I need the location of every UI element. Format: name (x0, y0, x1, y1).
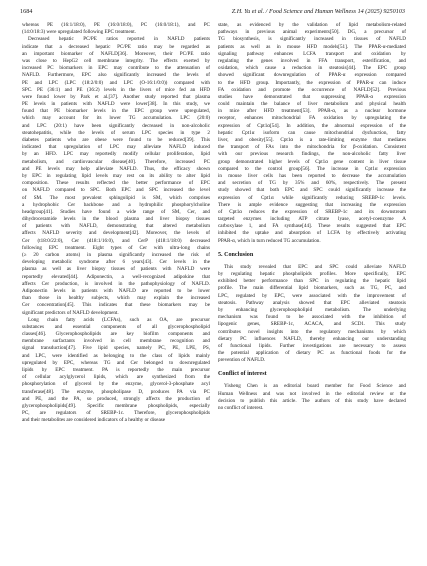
text-line: patients as well as in mouse HFD models[51]. The PPAR-α-mediated (218, 43, 406, 50)
text-line: which may account for its lower TG accumulation. LPC (20:0) (22, 115, 210, 122)
left-column (22, 22, 210, 425)
text-line: headgroup[41]. Studies have found a wide range of SM, Cer, and (22, 208, 210, 215)
text-line: dihydroceramide levels in the blood plasma and liver biopsy tissues (22, 216, 210, 223)
text-line: oxidation, which cause a reduction in steatosis[44]. The EPC group (218, 65, 406, 72)
text-line: Adiponectin levels in patients with NAFLD are reported to be lower (22, 287, 210, 294)
conflict-heading: Conflict of interest (218, 371, 267, 378)
text-line: (14:0/18:3) were upregulated following EPC treatment. (22, 29, 136, 36)
text-line: was close to HepG2 cell membrane integrity. The effects exerted by (22, 57, 210, 64)
text-line: showed significant downregulation of PPAR-α expression compared (218, 72, 406, 79)
text-line: no conflict of interest. (218, 405, 264, 411)
text-line: Cer (t18:0/22:0), Cer (d18:1/16:0), and CerP (d18:1/18:0) decreased (22, 237, 210, 244)
text-line: found that PE biomarker levels in the EPC group were upregulated, (22, 108, 210, 115)
text-line: prevention of NAFLD. (218, 357, 266, 364)
text-line: the transport of FAs into the mitochondria for β-oxidation. Consistent (218, 144, 406, 151)
text-line: dietary PC influences NAFLD, thereby enhancing our understanding (218, 335, 406, 342)
text-line: whereas PE (16:1/18:0), PE (16:0/18:0), PC (16:0/18:1), and PC (22, 22, 210, 28)
text-line: and LPC (20:1) have been significantly decreased in non-alcoholic (22, 122, 210, 129)
text-line: signal transduction[47]. Five lipid species, namely PC, PE, LPE, PS, (22, 345, 210, 352)
text-line: by EPC in regulating lipid levels may rest on its ability to alter lipid (22, 172, 210, 179)
text-line: to the HFD group. Importantly, the expression of PPAR-α can induce (218, 79, 406, 86)
text-line: affects Cer production, is involved in the pathophysiology of NAFLD. (22, 280, 210, 287)
text-line: receptor, enhances mitochondrial FA oxidation by upregulating the (218, 115, 406, 122)
running-header (20, 6, 405, 18)
text-line: of patients with NAFLD, demonstrating that altered metabolism (22, 223, 210, 230)
text-line: NAFLD. Furthermore, EPC also significantly increased the levels of (22, 72, 210, 79)
text-line: There is ample evidence suggesting that increasing the expression (218, 201, 406, 208)
text-line: substances and essential components of all glycerophospholipid (22, 323, 210, 330)
text-line: indicate that a decreased hepatic PC/PE ratio may be regarded as (22, 43, 210, 50)
text-line: and LPC, were identified as belonging to the class of lipids mainly (22, 352, 210, 359)
text-line: and their metabolites are considered indicators of a healthy or disease (22, 417, 166, 424)
text-line: composition. These results reflected the better performance of EPC (22, 180, 210, 187)
text-line: by regulating hepatic phospholipids profiles. More specifically, EPC (218, 271, 406, 277)
text-line: glycerophospholipids[49]. Specific membrane phospholipids, especially (22, 402, 210, 409)
text-line: hepatic Cpt1α isoform can cause mitochondrial dysfunction, fatty (218, 129, 406, 136)
text-line: transferase[48]. The enzyme, phospholipase D, produces PA via PC (22, 388, 210, 395)
paragraph (218, 383, 406, 412)
text-line: a hydrophobic Cer backbone and a hydrophilic phosphorylcholine (22, 201, 210, 208)
text-line: reportedly elevated[44]. Adiponectin, a well-recognized adipokine that (22, 273, 210, 280)
text-line: profile. The main differential lipid biomarkers, such as TG, PC, and (218, 285, 406, 292)
text-line: targeted enzymes including ATP citrate lyase, acetyl-coenzyme A (218, 216, 406, 223)
text-line: carboxylase 1, and FA synthase[44]. These results suggested that EPC (218, 223, 406, 230)
text-line: metabolism, and cardiovascular disease[40]. Therefore, increased PC (22, 158, 210, 165)
text-line: plasma as well as liver biopsy tissues of patients with NAFLD were (22, 266, 210, 273)
text-line: study showed that both EPC and SPC could significantly increase the (218, 187, 406, 194)
page-number: 1684 (20, 8, 33, 15)
right-column (218, 22, 406, 412)
text-line: This study revealed that EPC and SPC could alleviate NAFLD (224, 263, 406, 270)
text-line: compared to the control group[56]. The increase in Cpt1α expression (218, 165, 406, 172)
text-line: expression of Cpt1α while significantly reducing SREBP-1c levels. (218, 194, 406, 201)
text-line: state, as evidenced by the validation of lipid metabolism-related (218, 22, 406, 28)
text-line: and secretion of TG by 35% and 60%, respectively. The present (218, 180, 406, 187)
text-line: by an HFD. LPC may reportedly modify cellular proliferation, lipid (22, 151, 210, 158)
text-line: classes[46]. Glycerophospholipids are key biofilm components and (22, 331, 210, 338)
text-line: mechanism was found to be associated with the inhibition of (218, 314, 406, 321)
text-line: membrane surfactants involved in cell membrane recognition and (22, 338, 210, 345)
text-line: Human Wellness and was not involved in the editorial review or the (218, 390, 406, 397)
text-line: PE and LPC (LPC (18:2/0:0) and LPC (O-16:1/0:0)) compared with (22, 79, 210, 86)
text-line: affects NAFLD severity and development[42]. Moreover, the levels of (22, 230, 210, 237)
text-line: PPAR-α, which in turn reduced TG accumulation. (218, 237, 321, 244)
text-line: pathways in previous animal experiments[50]. DG, a precursor of (218, 29, 406, 36)
paragraph (218, 22, 406, 245)
journal-citation: Z.H. Yu et al. / Food Science and Human Wellness 14 (2025) 9250103 (231, 8, 405, 15)
text-line: decision to publish this article. The authors of this study have declared (218, 397, 406, 404)
text-line: lipids by EPC treatment. PA is reportedly the main precursor (22, 367, 210, 373)
text-line: steatosis. Pathway analysis showed that EPC alleviated steatosis (218, 299, 406, 306)
text-line: significant predictors of NAFLD development. (22, 309, 119, 316)
text-line: and PE, and the PA, so produced, strongly affects the production of (22, 395, 210, 402)
text-line: SPC. PE (36:1) and PE (36:2) levels in the livers of mice fed an HFD (22, 86, 210, 93)
paragraph (22, 36, 210, 316)
text-line: Long chain fatty acids (LCFAs), such as OA, are precursor (28, 316, 210, 323)
text-line: in mice after HFD treatment[53]. PPAR-α, as a nuclear hormone (218, 108, 406, 115)
text-line: (≥ 20 carbon atoms) in plasma significantly increased the risk of (22, 252, 210, 258)
text-line: signaling pathway enhances LCFA transport and oxidation by (218, 50, 406, 57)
text-line: steatohepatitis, while the levels of serum LPC species in type 2 (22, 129, 210, 136)
text-line: group demonstrated higher levels of Cpt1α gene content in liver tissue (218, 158, 406, 165)
text-line: on NAFLD compared to SPC. Both EPC and SPC increased the level (22, 187, 210, 194)
text-line: PE levels in patients with NAFLD were lower[38]. In this study, we (22, 101, 210, 108)
text-line: increased PC biomarkers in EPC may contribute to the attenuation of (22, 65, 210, 72)
text-line: of Cpt1α reduces the expression of SREBP-1c and its downstream (218, 208, 406, 215)
text-line: in mouse liver cells has been reported to decrease the accumulation (218, 172, 406, 179)
text-line: the potential application of dietary PC as functional foods for the (218, 350, 406, 357)
text-line: inhibited the uptake and absorption of LCFA by effectively activating (218, 230, 406, 237)
text-line: LPC, regulated by EPC, were associated with the improvement of (218, 292, 406, 299)
text-line: TG biosynthesis, is significantly increased in tissues of NAFLD (218, 36, 406, 43)
text-line: of SM. The most prevalent sphingolipid is SM, which comprises (22, 194, 210, 201)
text-line: following EPC treatment. Eight types of Cer with ultra-long chains (22, 244, 210, 251)
text-line: and PE levels may help alleviate NAFLD. Thus, the efficacy shown (22, 165, 210, 172)
text-line: upregulated by EPC, whereas TG and Cer belonged to downregulated (22, 359, 210, 366)
paragraph (22, 22, 210, 36)
text-line: with our previous research findings, the non-alcoholic fatty liver (218, 151, 406, 158)
text-line: indicated that upregulation of LPC may alleviate NAFLD induced (22, 144, 210, 151)
text-line: an important biomarker of NAFLD[36]. Moreover, their PC/PE ratio (22, 50, 210, 57)
text-line: diabetes patients who are obese were found to be reduced[39]. This (22, 137, 210, 143)
text-line: PC, are regulators of SREBP-1c. Therefore, glycerophospholipids (22, 410, 210, 417)
conflict-body (218, 383, 406, 412)
text-line: could maintain the balance of liver metabolism and physical health (218, 101, 406, 108)
text-line: than those in healthy subjects, which may explain the increased (22, 295, 210, 302)
discussion-continued (218, 22, 406, 245)
text-line: Decreased hepatic PC/PE ratios reported in NAFLD patients (28, 36, 210, 43)
text-line: of cellular acylglycerol lipids, which are synthesized from the (22, 374, 210, 381)
text-line: Yisheng Chen is an editorial board member for Food Science and (224, 383, 406, 390)
text-line: studies have demonstrated that suppressing PPAR-α expression (218, 93, 406, 100)
text-line: of functional lipids. Further investigations are necessary to assess (218, 342, 406, 349)
paragraph (218, 264, 406, 365)
text-line: lipogenic genes, SREBP-1c, ACACA, and SCD1. This study (218, 321, 406, 328)
paragraph (22, 317, 210, 425)
text-line: were found lower by Park et al.[37]. Another study reported that plasma (22, 93, 210, 100)
text-line: expression of Cpt1α[54]. In addition, the abnormal expression of the (218, 122, 406, 129)
text-line: regulating the genes involved in FFA transport, esterification, and (218, 57, 406, 64)
text-line: exhibited better performance than SPC in regulating the hepatic lipid (218, 278, 406, 285)
text-line: FA oxidation and promote the occurrence of NAFLD[52]. Previous (218, 86, 406, 93)
conclusion-body (218, 264, 406, 365)
text-line: by enhancing glycerophospholipid metabolism. The underlying (218, 306, 406, 313)
text-line: contributes novel insights into the regulatory mechanisms by which (218, 328, 406, 335)
conclusion-heading: 5. Conclusion (218, 251, 254, 258)
text-line: Cer concentration[45]. This indicates that these biomarkers may be (22, 302, 210, 309)
text-line: phosphorylation of glycerol by the enzyme, glycerol-3-phosphate acyl (22, 381, 210, 388)
text-line: developing metabolic syndrome after 6 years[43]. Cer levels in the (22, 259, 210, 266)
text-line: liver, and obesity[55]. Cpt1α is a rate-limiting enzyme that mediates (218, 137, 406, 143)
